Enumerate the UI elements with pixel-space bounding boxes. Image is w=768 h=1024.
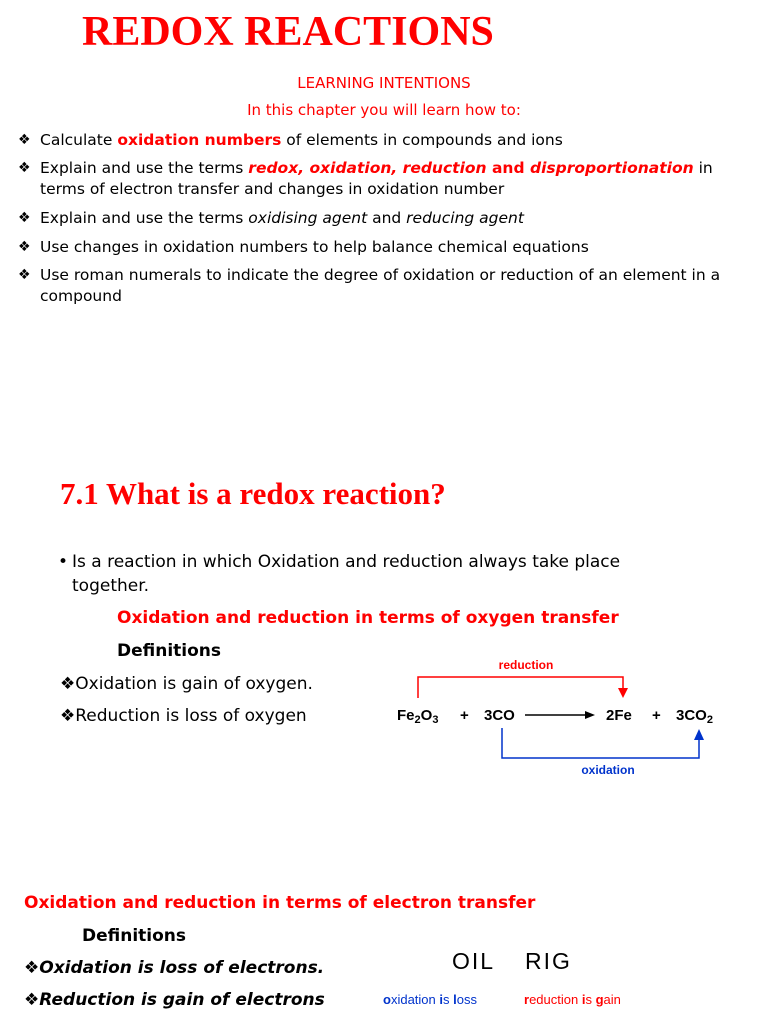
electron-def-reduction: ❖Reduction is gain of electrons bbox=[24, 990, 325, 1010]
diamond-bullet-icon: ❖ bbox=[18, 210, 31, 226]
definitions-label: Definitions bbox=[82, 926, 187, 946]
learning-intentions-heading: LEARNING INTENTIONS bbox=[297, 74, 471, 92]
reduction-bracket bbox=[418, 658, 628, 698]
list-item: ❖ Explain and use the terms redox, oxidation, reduction and disproportionation in terms of electron transfer and changes in oxidation number bbox=[18, 159, 713, 198]
list-item: ❖ Use roman numerals to indicate the degree of oxidation or reduction of an element in a compound bbox=[18, 266, 721, 305]
diamond-bullet-icon: ❖ bbox=[60, 706, 76, 726]
oxygen-def-reduction: ❖Reduction is loss of oxygen bbox=[60, 706, 307, 726]
reactant-co: 3CO bbox=[484, 707, 515, 724]
diamond-bullet-icon: ❖ bbox=[18, 267, 31, 283]
mnemonic-title bbox=[452, 948, 572, 975]
page-title: REDOX REACTIONS bbox=[82, 9, 494, 55]
reaction-arrow bbox=[525, 711, 595, 719]
list-item: ❖ Use changes in oxidation numbers to help balance chemical equations bbox=[18, 238, 589, 256]
reactant-fe2o3: $Fe_2O_3$ bbox=[397, 707, 439, 726]
mnemonic-rig: RIG bbox=[525, 948, 572, 974]
list-item: ❖ Calculate oxidation numbers of elements in compounds and ions bbox=[18, 131, 563, 149]
diamond-bullet-icon: ❖ bbox=[18, 239, 31, 255]
diamond-bullet-icon: ❖ bbox=[24, 958, 40, 978]
oxygen-transfer-heading: Oxidation and reduction in terms of oxygen transfer bbox=[117, 608, 619, 628]
redox-reaction-diagram bbox=[380, 650, 740, 785]
electron-def-oxidation: ❖Oxidation is loss of electrons. bbox=[24, 958, 325, 978]
diamond-bullet-icon: ❖ bbox=[24, 990, 40, 1010]
intro-paragraph: • Is a reaction in which Oxidation and reduction always take place together. bbox=[58, 552, 621, 596]
definitions-label: Definitions bbox=[117, 641, 222, 661]
product-fe: 2Fe bbox=[606, 707, 632, 724]
diamond-bullet-icon: ❖ bbox=[18, 132, 31, 148]
plus-sign: + bbox=[652, 707, 661, 724]
bullet-dot-icon: • bbox=[58, 552, 69, 572]
diamond-bullet-icon: ❖ bbox=[60, 674, 76, 694]
electron-transfer-heading: Oxidation and reduction in terms of electron transfer bbox=[24, 893, 536, 913]
oxidation-label: oxidation bbox=[581, 763, 635, 777]
learning-intro: In this chapter you will learn how to: bbox=[247, 101, 521, 119]
mnemonic-oil-text: oxidation is loss bbox=[383, 992, 477, 1007]
reduction-label: reduction bbox=[498, 658, 554, 672]
diamond-bullet-icon: ❖ bbox=[18, 160, 31, 176]
plus-sign: + bbox=[460, 707, 469, 724]
product-co2: $3CO_2$ bbox=[676, 707, 713, 726]
section-title: 7.1 What is a redox reaction? bbox=[60, 476, 446, 511]
mnemonic-oil: OIL bbox=[452, 948, 495, 974]
oxidation-bracket bbox=[502, 728, 704, 777]
oxygen-def-oxidation: ❖Oxidation is gain of oxygen. bbox=[60, 674, 313, 694]
mnemonic-rig-text: reduction is gain bbox=[524, 992, 621, 1007]
list-item: ❖ Explain and use the terms oxidising agent and reducing agent bbox=[18, 209, 524, 227]
